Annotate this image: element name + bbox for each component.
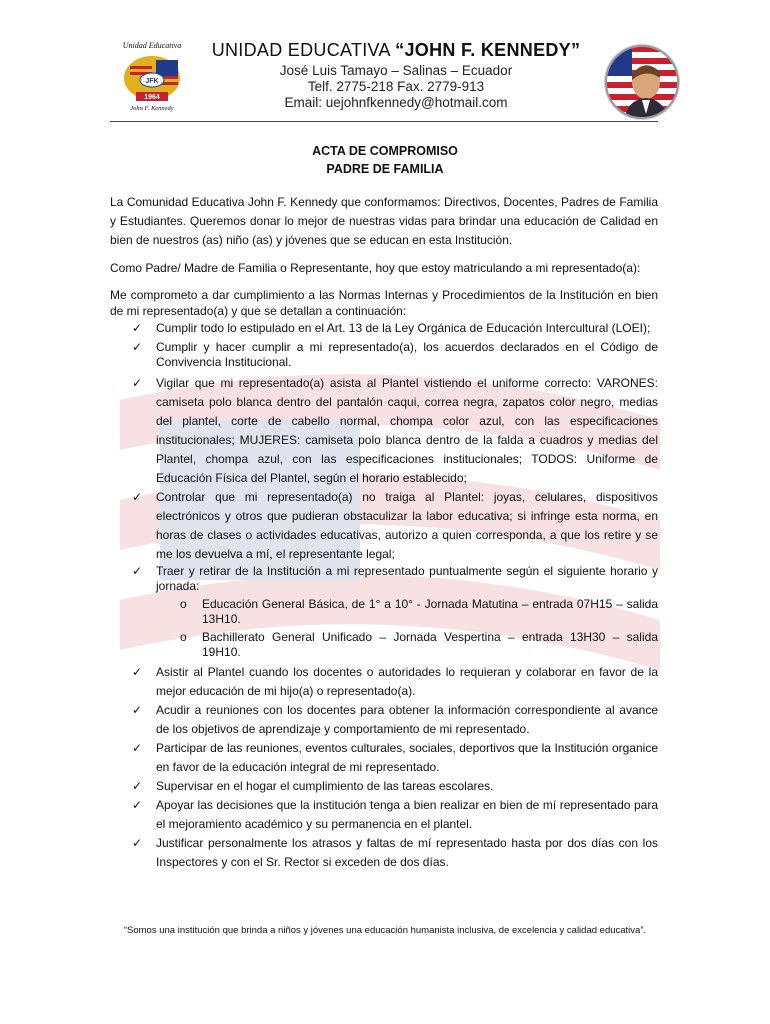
commitment-paragraph: Me comprometo a dar cumplimiento a las Normas Internas y Procedimientos de la Institución en bien de mi representado(a) y que se detallan a continuación:: [110, 288, 658, 318]
document-subtitle: PADRE DE FAMILIA: [326, 162, 444, 176]
list-item-text: Justificar personalmente los atrasos y faltas de mí representado hasta por dos días con los Inspectores y con el Sr. Rector si exceden de dos días.: [156, 835, 658, 869]
commitment-list: [110, 321, 658, 872]
representative-paragraph: Como Padre/ Madre de Familia o Representante, hoy que estoy matriculando a mi representado(a):: [110, 261, 641, 275]
footer-motto: “Somos una institución que brinda a niños y jóvenes una educación humanista inclusiva, de excelencia y calidad educativa”.: [123, 925, 647, 936]
school-email: Email: uejohnfkennedy@hotmail.com: [284, 95, 508, 110]
school-name-prefix: UNIDAD EDUCATIVA: [211, 40, 396, 60]
schedule-item-text: Educación General Básica, de 1° a 10° - Jornada Matutina – entrada 07H15 – salida 13H10.: [202, 596, 658, 626]
crest-motto: John F. Kennedy: [130, 105, 174, 112]
schedule-item: [110, 630, 658, 661]
list-item: [110, 739, 658, 777]
list-item: [110, 663, 658, 701]
checkmark-icon: ✓: [132, 489, 143, 504]
crest-year: 1964: [144, 94, 160, 101]
school-name: [202, 40, 590, 61]
school-crest-logo: [110, 38, 194, 120]
document-title: ACTA DE COMPROMISO: [312, 144, 458, 158]
list-item-text: Traer y retirar de la Institución a mi representado puntualmente según el siguiente horario y jornada:: [156, 563, 658, 593]
header-divider: [110, 121, 658, 122]
list-item-text: Asistir al Plantel cuando los docentes o autoridades lo requieran y colaborar en favor de la mejor educación de mi hijo(a) o representado(a).: [156, 664, 658, 698]
bullet-icon: o: [180, 629, 187, 644]
list-item: [110, 777, 658, 796]
list-item-text: Acudir a reuniones con los docentes para obtener la información correspondiente al avance de los objetivos de aprendizaje y comportamiento de mi representado.: [156, 702, 658, 736]
list-item-text: Vigilar que mi representado(a) asista al Plantel vistiendo el uniforme correcto: VARONES: camiseta polo blanca dentro del pantalón caqui, correa negra, zapatos color negro, medias del plantel, corte de cabello normal, chompa color azul, con las especificaciones institucionales; MUJERES: camiseta polo blanca dentro de la falda a cuadros y medias del Plantel, chompa azul, con las especificaciones institucionales; TODOS: Uniforme de Educación Física del Plantel, según el horario establecido;: [156, 375, 658, 485]
intro-paragraph: La Comunidad Educativa John F. Kennedy que conformamos: Directivos, Docentes, Padres de Familia y Estudiantes. Queremos donar lo mejor de nuestras vidas para brindar una educación de Calidad en bien de nuestros (as) niño (as) y jóvenes que se educan en esta Institución.: [110, 195, 658, 247]
checkmark-icon: ✓: [132, 702, 143, 717]
crest-initials: JFK: [145, 78, 159, 85]
list-item: [110, 564, 658, 661]
list-item: [110, 340, 658, 371]
checkmark-icon: ✓: [132, 778, 143, 793]
list-item: [110, 701, 658, 739]
document-header: [110, 38, 680, 124]
list-item: [110, 834, 658, 872]
checkmark-icon: ✓: [132, 664, 143, 679]
list-item: [110, 374, 658, 488]
schedule-item-text: Bachillerato General Unificado – Jornada Vespertina – entrada 13H30 – salida 19H10.: [202, 629, 658, 659]
list-item-text: Supervisar en el hogar el cumplimiento de las tareas escolares.: [156, 778, 494, 793]
checkmark-icon: ✓: [132, 835, 143, 850]
document-body: [110, 193, 658, 872]
list-item-text: Controlar que mi representado(a) no traiga al Plantel: joyas, celulares, dispositivos electrónicos y otros que pudieran obstaculizar la labor educativa; si infringe esta norma, en horas de clases o actividades educativas, autorizo a quien corresponda, a que los retire y se me los devuelva a mí, el representante legal;: [156, 489, 658, 561]
list-item: [110, 321, 658, 337]
list-item-text: Participar de las reuniones, eventos culturales, sociales, deportivos que la Institución organice en favor de la educación integral de mi representado.: [156, 740, 658, 774]
checkmark-icon: ✓: [132, 339, 143, 354]
checkmark-icon: ✓: [132, 740, 143, 755]
schedule-list: [110, 597, 658, 661]
school-phone: Telf. 2775-218 Fax. 2779-913: [307, 79, 485, 94]
checkmark-icon: ✓: [132, 375, 143, 390]
list-item-text: Apoyar las decisiones que la institución tenga a bien realizar en bien de mí representado para el mejoramiento académico y su permanencia en el plantel.: [156, 797, 658, 831]
checkmark-icon: ✓: [132, 563, 143, 578]
list-item-text: Cumplir y hacer cumplir a mi representado(a), los acuerdos declarados en el Código de Convivencia Institucional.: [156, 339, 658, 369]
checkmark-icon: ✓: [132, 797, 143, 812]
bullet-icon: o: [180, 596, 187, 611]
list-item-text: Cumplir todo lo estipulado en el Art. 13 de la Ley Orgánica de Educación Intercultural (LOEI);: [156, 321, 651, 335]
school-name-main: “JOHN F. KENNEDY”: [395, 40, 581, 60]
crest-top-text: Unidad Educativa: [122, 41, 182, 50]
checkmark-icon: ✓: [132, 321, 143, 335]
list-item: [110, 488, 658, 564]
list-item: [110, 796, 658, 834]
kennedy-portrait-medallion: [602, 42, 682, 122]
schedule-item: [110, 597, 658, 628]
school-address: José Luis Tamayo – Salinas – Ecuador: [279, 63, 513, 78]
